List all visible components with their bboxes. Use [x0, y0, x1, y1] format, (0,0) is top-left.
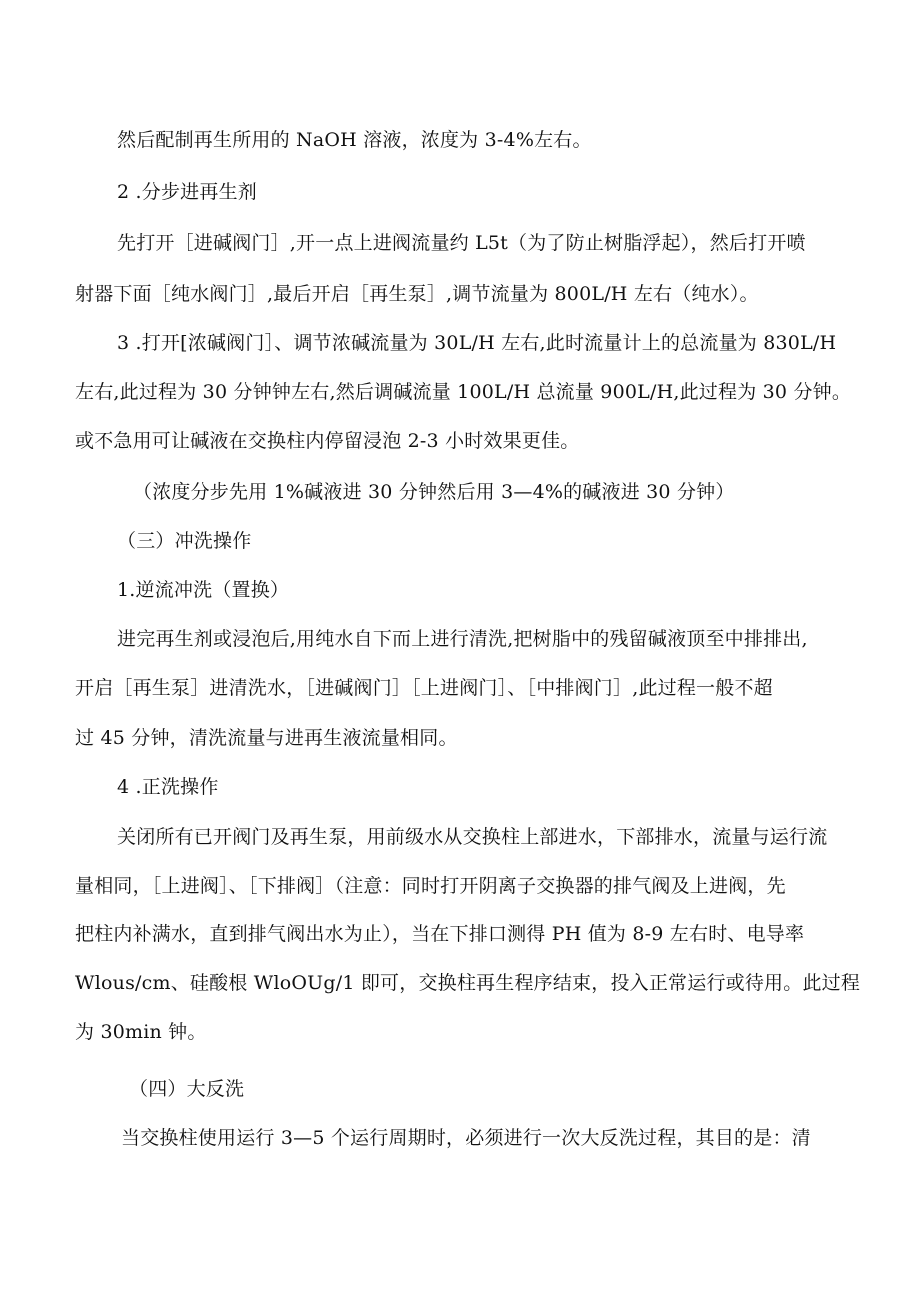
text-line: 然后配制再生所用的 NaOH 溶液，浓度为 3-4%左右。: [117, 129, 592, 151]
text-line: 左右,此过程为 30 分钟钟左右,然后调碱流量 100L/H 总流量 900L/H,此过程为 30 分钟。: [75, 381, 852, 403]
text-line: （浓度分步先用 1%碱液进 30 分钟然后用 3—4%的碱液进 30 分钟）: [133, 481, 735, 503]
text-line: 3 .打开[浓碱阀门］、调节浓碱流量为 30L/H 左右,此时流量计上的总流量为 830L/H: [117, 332, 837, 354]
section-heading: （三）冲洗操作: [117, 530, 252, 552]
section-heading: 2 .分步进再生剂: [117, 181, 257, 203]
text-line: Wlous/cm、硅酸根 WloOUg/1 即可，交换柱再生程序结束，投入正常运行或待用。此过程: [75, 972, 861, 994]
text-line: 先打开［进碱阀门］,开一点上进阀流量约 L5t（为了防止树脂浮起），然后打开喷: [117, 232, 806, 254]
section-heading: 4 .正洗操作: [117, 776, 219, 798]
text-line: 为 30min 钟。: [75, 1021, 207, 1043]
section-heading: 1.逆流冲洗（置换）: [117, 579, 290, 601]
text-line: 射器下面［纯水阀门］,最后开启［再生泵］,调节流量为 800L/H 左右（纯水）。: [75, 283, 759, 305]
text-line: 量相同，［上进阀］、［下排阀］（注意：同时打开阴离子交换器的排气阀及上进阀，先: [75, 875, 786, 897]
text-line: 过 45 分钟，清洗流量与进再生液流量相同。: [75, 727, 458, 749]
section-heading: （四）大反洗: [129, 1078, 245, 1100]
text-line: 开启［再生泵］进清洗水，［进碱阀门］［上进阀门］、［中排阀门］,此过程一般不超: [75, 677, 773, 699]
text-line: 进完再生剂或浸泡后,用纯水自下而上进行清洗,把树脂中的残留碱液顶至中排排出,: [117, 628, 808, 650]
text-line: 当交换柱使用运行 3—5 个运行周期时，必须进行一次大反洗过程，其目的是：清: [121, 1127, 811, 1149]
text-line: 把柱内补满水，直到排气阀出水为止），当在下排口测得 PH 值为 8-9 左右时、电导率: [75, 923, 805, 945]
text-line: 关闭所有已开阀门及再生泵，用前级水从交换柱上部进水，下部排水，流量与运行流: [117, 826, 828, 848]
text-line: 或不急用可让碱液在交换柱内停留浸泡 2-3 小时效果更佳。: [75, 430, 580, 452]
